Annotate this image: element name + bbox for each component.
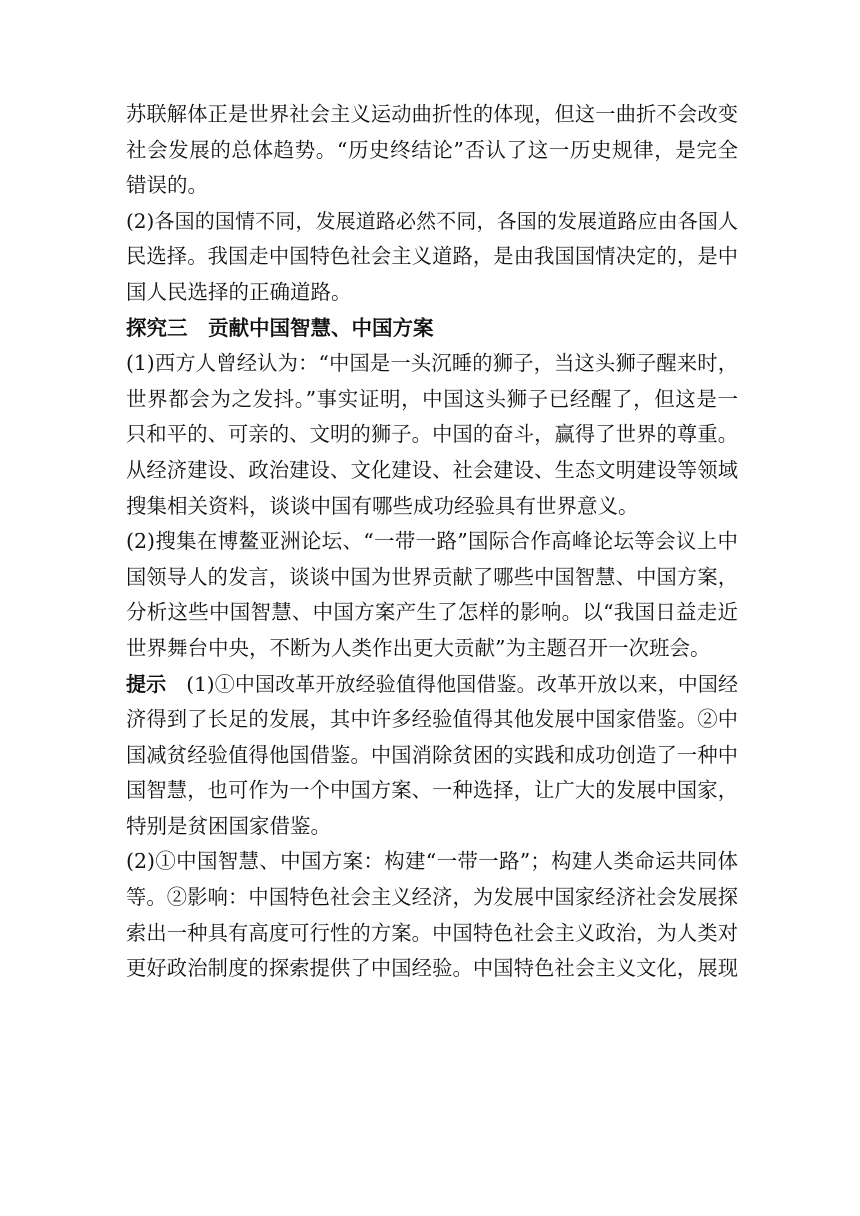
text-line: 国人民选择的正确道路。 [126,279,352,304]
text-line: 特别是贫困国家借鉴。 [126,813,331,838]
text-line: (2)搜集在博鳌亚洲论坛、“一带一路”国际合作高峰论坛等会议上中 [126,529,738,554]
text-line: 国智慧，也可作为一个中国方案、一种选择，让广大的发展中国家， [126,778,738,803]
text-line: 民选择。我国走中国特色社会主义道路，是由我国国情决定的，是中 [126,244,738,269]
text-line: 国领导人的发言，谈谈中国为世界贡献了哪些中国智慧、中国方案， [126,564,738,589]
section-heading: 探究三 贡献中国智慧、中国方案 [126,315,434,340]
text-line: 只和平的、可亲的、文明的狮子。中国的奋斗，赢得了世界的尊重。 [126,422,738,447]
text-line: 世界都会为之发抖。”事实证明，中国这头狮子已经醒了，但这是一 [126,386,738,411]
text-line: 从经济建设、政治建设、文化建设、社会建设、生态文明建设等领域 [126,457,738,482]
hint-text: (1)①中国改革开放经验值得他国借鉴。改革开放以来，中国经 [186,671,738,696]
text-line: (2)各国的国情不同，发展道路必然不同，各国的发展道路应由各国人 [126,208,738,233]
text-line: 等。②影响：中国特色社会主义经济，为发展中国家经济社会发展探 [126,885,738,910]
text-line: 索出一种具有高度可行性的方案。中国特色社会主义政治，为人类对 [126,920,738,945]
text-line: 世界舞台中央，不断为人类作出更大贡献”为主题召开一次班会。 [126,635,711,660]
text-line: (2)①中国智慧、中国方案：构建“一带一路”；构建人类命运共同体 [126,849,738,874]
text-line: 济得到了长足的发展，其中许多经验值得其他发展中国家借鉴。②中 [126,707,738,732]
text-line: 搜集相关资料，谈谈中国有哪些成功经验具有世界意义。 [126,493,639,518]
text-line: 错误的。 [126,173,208,198]
hint-line [126,667,738,703]
text-line: 苏联解体正是世界社会主义运动曲折性的体现，但这一曲折不会改变 [126,102,738,126]
document-body [126,97,738,987]
text-line: (1)西方人曾经认为：“中国是一头沉睡的狮子，当这头狮子醒来时， [126,351,738,376]
text-line: 社会发展的总体趋势。“历史终结论”否认了这一历史规律，是完全 [126,137,738,162]
text-line: 国减贫经验值得他国借鉴。中国消除贫困的实践和成功创造了一种中 [126,742,738,767]
text-line: 分析这些中国智慧、中国方案产生了怎样的影响。以“我国日益走近 [126,600,738,625]
hint-label: 提示 [126,671,167,696]
text-line: 更好政治制度的探索提供了中国经验。中国特色社会主义文化，展现 [126,956,738,981]
